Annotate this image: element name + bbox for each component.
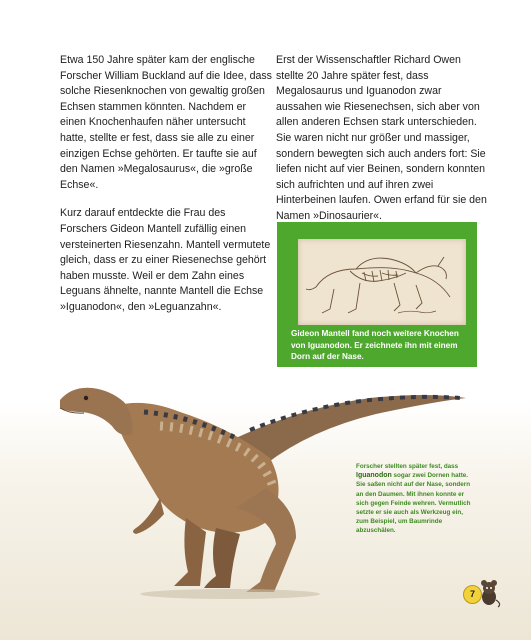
page-number-area bbox=[462, 578, 502, 608]
sketch-caption: Gideon Mantell fand noch weitere Knochen von Iguanodon. Er zeichnete ihn mit einem Dorn auf der Nase. bbox=[291, 329, 459, 362]
sketch-info-box bbox=[277, 222, 477, 367]
right-paragraph-1: Erst der Wissenschaftler Richard Owen stellte 20 Jahre später fest, dass Megalosaurus und Iguanodon zwar aussahen wie Riesenechsen, sich aber von allen anderen Echsen stark unterschieden. Sie waren nicht nur größer und massiger, sondern bewegten sich auch anders fort: Sie liefen nicht auf vier Beinen, sondern konnten sich aufrichten und auf ihren zwei Hinterbeinen laufen. Owen erfand für sie den Namen »Dinosaurier«. bbox=[276, 54, 487, 222]
right-column bbox=[276, 53, 490, 238]
left-paragraph-2: Kurz darauf entdeckte die Frau des Forschers Gideon Mantell zufällig einen versteinerten Riesenzahn. Mantell vermutete gleich, dass er zu einer Riesenechse gehört haben musste. Weil er dem Zahn eines Leguans ähnelte, nannte Mantell die Echse »Iguanodon«, den »Leguanzahn«. bbox=[60, 207, 271, 313]
side-note-highlight: Iguanodon bbox=[356, 472, 392, 480]
left-column bbox=[60, 53, 274, 329]
side-note-text-2: sogar zwei Dornen hatte. Sie saßen nicht auf der Nase, sondern an den Daumen. Mit ihnen konnte er sich gegen Feinde wehren. Vermutlich setzte er sie auch als Werkzeug ein, zum Beispiel, um Baumrinde abzuschälen. bbox=[356, 472, 471, 535]
side-note-text-1: Forscher stellten später fest, dass bbox=[356, 463, 459, 470]
mouse-mascot-icon bbox=[476, 578, 502, 608]
left-paragraph-1: Etwa 150 Jahre später kam der englische Forscher William Buckland auf die Idee, dass solche Riesenknochen von gewaltig großen Echsen stammen könnten. Nachdem er einen Knochenhaufen näher untersucht hatte, stellte er fest, dass sie alle zu einer einzigen Echse gehörten. Er taufte sie auf den Namen »Megalosaurus«, die »große Echse«. bbox=[60, 54, 272, 191]
page-number: 7 bbox=[463, 585, 482, 604]
side-note bbox=[356, 462, 474, 536]
fossil-sketch-image bbox=[298, 239, 466, 325]
